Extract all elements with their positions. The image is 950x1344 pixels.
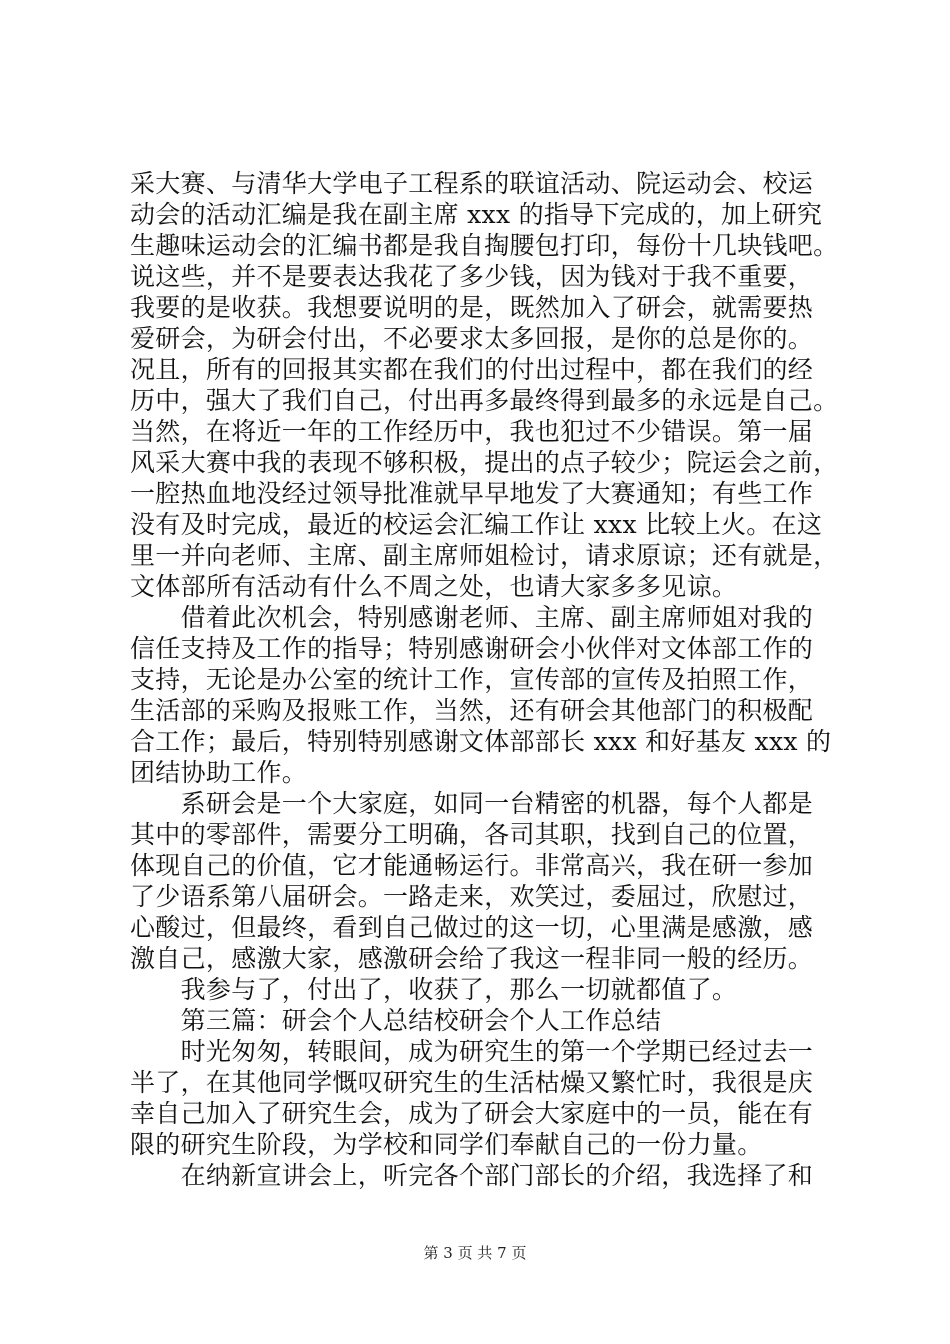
text-line: 合工作；最后，特别特别感谢文体部部长 xxx 和好基友 xxx 的 xyxy=(130,727,832,756)
text-line: 了少语系第八届研会。一路走来，欢笑过，委屈过，欣慰过， xyxy=(130,882,814,911)
page-number-footer: 第 3 页 共 7 页 xyxy=(423,1244,527,1262)
document-body xyxy=(130,168,839,1191)
text-line: 没有及时完成，最近的校运会汇编工作让 xxx 比较上火。在这 xyxy=(130,510,823,539)
text-line: 幸自己加入了研究生会，成为了研会大家庭中的一员，能在有 xyxy=(130,1099,814,1128)
text-line: 团结协助工作。 xyxy=(130,758,308,787)
text-line: 支持，无论是办公室的统计工作，宣传部的宣传及拍照工作， xyxy=(130,665,814,694)
text-line: 生趣味运动会的汇编书都是我自掏腰包打印，每份十几块钱吧。 xyxy=(130,231,839,260)
text-line: 体现自己的价值，它才能通畅运行。非常高兴，我在研一参加 xyxy=(130,851,814,880)
text-line: 我参与了，付出了，收获了，那么一切就都值了。 xyxy=(130,975,738,1004)
text-line: 系研会是一个大家庭，如同一台精密的机器，每个人都是 xyxy=(130,789,814,818)
text-line: 信任支持及工作的指导；特别感谢研会小伙伴对文体部工作的 xyxy=(130,634,814,663)
text-line: 半了，在其他同学慨叹研究生的生活枯燥又繁忙时，我很是庆 xyxy=(130,1068,814,1097)
section-heading: 第三篇：研会个人总结校研会个人工作总结 xyxy=(130,1006,662,1035)
text-line: 其中的零部件，需要分工明确，各司其职，找到自己的位置， xyxy=(130,820,814,849)
text-line: 一腔热血地没经过领导批准就早早地发了大赛通知；有些工作 xyxy=(130,479,814,508)
text-line: 借着此次机会，特别感谢老师、主席、副主席师姐对我的 xyxy=(130,603,814,632)
text-line: 激自己，感激大家，感激研会给了我这一程非同一般的经历。 xyxy=(130,944,814,973)
text-line: 生活部的采购及报账工作，当然，还有研会其他部门的积极配 xyxy=(130,696,814,725)
text-line: 我要的是收获。我想要说明的是，既然加入了研会，就需要热 xyxy=(130,293,814,322)
text-line: 动会的活动汇编是我在副主席 xxx 的指导下完成的，加上研究 xyxy=(130,200,823,229)
text-line: 心酸过，但最终，看到自己做过的这一切，心里满是感激，感 xyxy=(130,913,814,942)
text-line: 爱研会，为研会付出，不必要求太多回报，是你的总是你的。 xyxy=(130,324,814,353)
text-line: 采大赛、与清华大学电子工程系的联谊活动、院运动会、校运 xyxy=(130,169,814,198)
text-line: 时光匆匆，转眼间，成为研究生的第一个学期已经过去一 xyxy=(130,1037,814,1066)
text-line: 风采大赛中我的表现不够积极，提出的点子较少；院运会之前， xyxy=(130,448,839,477)
text-line: 况且，所有的回报其实都在我们的付出过程中，都在我们的经 xyxy=(130,355,814,384)
text-line: 说这些，并不是要表达我花了多少钱，因为钱对于我不重要， xyxy=(130,262,814,291)
text-line: 历中，强大了我们自己，付出再多最终得到最多的永远是自己。 xyxy=(130,386,839,415)
text-line: 里一并向老师、主席、副主席师姐检讨，请求原谅；还有就是， xyxy=(130,541,839,570)
text-line: 限的研究生阶段，为学校和同学们奉献自己的一份力量。 xyxy=(130,1130,763,1159)
text-line: 文体部所有活动有什么不周之处，也请大家多多见谅。 xyxy=(130,572,738,601)
text-line: 当然，在将近一年的工作经历中，我也犯过不少错误。第一届 xyxy=(130,417,814,446)
text-line: 在纳新宣讲会上，听完各个部门部长的介绍，我选择了和 xyxy=(130,1161,814,1190)
